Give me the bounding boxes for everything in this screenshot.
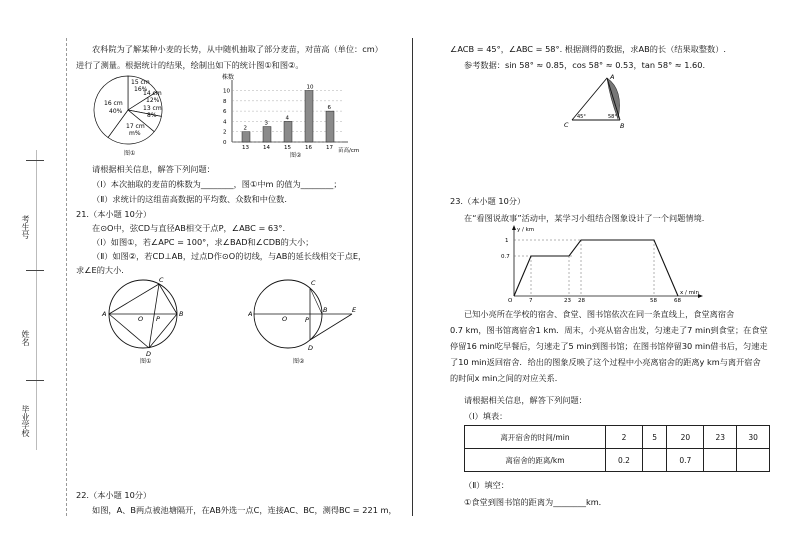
problem-23-title: 23.（本小题 10分） — [450, 196, 526, 206]
svg-text:A: A — [610, 73, 615, 81]
binding-line — [36, 150, 37, 450]
graph-xtick-o: O — [508, 298, 513, 302]
graph-xtick-58: 58 — [650, 298, 657, 302]
graph-ylabel: y / km — [517, 227, 535, 233]
svg-text:D: D — [308, 344, 314, 352]
circle-figure-2 — [248, 272, 360, 358]
story-line-3: 停留16 min吃早餐后，匀速走了5 min到图书馆；在图书馆停留30 min借书后，匀速走 — [450, 341, 768, 351]
table-cell: 0.7 — [667, 449, 704, 472]
problem-23-line-1: 在“看图说故事”活动中，某学习小组结合图象设计了一个问题情境. — [464, 213, 705, 223]
graph-xlabel: x / min — [680, 290, 699, 296]
bar-xtick: 14 — [263, 145, 270, 151]
fill-blank-1: ①食堂到图书馆的距离为________km． — [464, 497, 607, 507]
bar-ytick: 6 — [223, 109, 227, 116]
exam-no-line — [26, 160, 44, 161]
svg-text:E: E — [352, 306, 357, 314]
distance-time-graph — [500, 224, 706, 302]
table-cell: 20 — [667, 426, 704, 449]
problem-21-line-3: （Ⅱ）如图②，若CD⊥AB，过点D作⊙O的切线，与AB的延长线相交于点E， — [92, 251, 367, 261]
data-table — [464, 425, 770, 472]
bar-xtick: 16 — [305, 145, 312, 151]
svg-text:A: A — [102, 310, 107, 318]
bar-ytick: 0 — [223, 140, 227, 146]
table-row — [465, 449, 770, 472]
question-1: （Ⅰ）本次抽取的麦苗的株数为________，图①中m 的值为________； — [92, 179, 342, 189]
bar-data-label: 3 — [264, 120, 268, 127]
problem-21-line-4: 求∠E的大小. — [76, 265, 124, 275]
problem-21-title: 21.（本小题 10分） — [76, 209, 152, 219]
bar-data-label: 4 — [285, 115, 289, 122]
bar-ylabel: 株数 — [222, 74, 235, 81]
bar-chart — [218, 72, 368, 156]
page-divider — [412, 38, 413, 516]
problem-21-line-1: 在⊙O中，弦CD与直径AB相交于点P，∠ABC = 63°. — [92, 223, 286, 233]
pie-label-16: 16 cm — [104, 100, 123, 107]
bar-xtick: 15 — [284, 145, 291, 151]
bar-mark — [242, 132, 250, 142]
school-line — [26, 380, 44, 381]
svg-text:B: B — [323, 306, 328, 314]
bar-xtick: 17 — [326, 145, 333, 151]
problem-22-line-1: 如图，A、B两点被池塘隔开，在AB外选一点C，连接AC、BC，测得BC = 221 m， — [92, 505, 397, 515]
svg-text:P: P — [305, 316, 309, 324]
bar-ytick: 8 — [223, 98, 227, 105]
bar-mark — [284, 121, 292, 142]
pie-caption: 图① — [124, 150, 136, 157]
bar-ytick: 4 — [223, 119, 227, 126]
graph-xtick-68: 68 — [674, 298, 681, 302]
pie-pct-16: 40% — [109, 108, 123, 115]
table-cell: 5 — [643, 426, 667, 449]
story-line-2: 0.7 km，图书馆离宿舍1 km．周末，小亮从宿舍出发，匀速走了7 min到食堂；在食堂 — [450, 325, 768, 335]
bar-caption: 图② — [290, 152, 302, 159]
bar-data-label: 6 — [327, 105, 331, 112]
figure-2-caption: 图② — [293, 358, 305, 365]
svg-text:P: P — [156, 315, 160, 323]
svg-text:D: D — [146, 350, 152, 358]
problem-22-continued: ∠ACB = 45°，∠ABC = 58°. 根据测得的数据，求AB的长（结果取整数）. — [450, 44, 727, 54]
table-cell: 0.2 — [606, 449, 643, 472]
fill-blank-label: （Ⅱ）填空： — [464, 480, 509, 490]
svg-text:C: C — [564, 121, 569, 129]
school-label: 毕业学校 — [21, 405, 30, 437]
pie-label-14: 14 cm — [143, 90, 162, 97]
table-cell: 23 — [704, 426, 737, 449]
name-label: 姓名 — [21, 330, 30, 346]
bar-xtick: 13 — [242, 145, 249, 151]
svg-text:58°: 58° — [608, 114, 617, 120]
question-2: （Ⅱ）求统计的这组苗高数据的平均数、众数和中位数. — [92, 194, 287, 204]
table-cell: 30 — [737, 426, 770, 449]
exam-no-label: 考生号 — [21, 215, 30, 239]
reference-data: 参考数据：sin 58° ≈ 0.85，cos 58° ≈ 0.53，tan 58° ≈ 1.60. — [464, 60, 706, 70]
graph-ytick-07: 0.7 — [501, 254, 510, 260]
bar-data-label: 10 — [306, 84, 314, 91]
table-cell — [643, 449, 667, 472]
pie-pct-14: 12% — [146, 97, 160, 104]
table-cell — [737, 449, 770, 472]
pie-label-15: 15 cm — [131, 79, 150, 86]
graph-xtick-7: 7 — [529, 298, 533, 302]
pie-label-17: 17 cm — [126, 123, 145, 130]
problem-22-title: 22.（本小题 10分） — [76, 490, 152, 500]
story-line-5: 的时间x min之间的对应关系． — [450, 373, 563, 383]
bar-xlabel: 苗高/cm — [338, 148, 360, 154]
table-header-distance: 离宿舍的距离/km — [465, 449, 606, 472]
table-cell — [704, 449, 737, 472]
fill-table-label: （Ⅰ）填表： — [464, 411, 508, 421]
table-row — [465, 426, 770, 449]
svg-text:C: C — [159, 276, 164, 284]
svg-text:A: A — [248, 310, 253, 318]
table-cell: 2 — [606, 426, 643, 449]
figure-1-caption: 图① — [140, 358, 152, 365]
pie-pct-17: m% — [129, 130, 141, 137]
bar-mark — [305, 91, 313, 142]
svg-text:45°: 45° — [577, 114, 586, 120]
left-margin-dash — [66, 38, 67, 516]
bar-data-label: 2 — [243, 125, 247, 132]
name-line — [26, 270, 44, 271]
svg-text:O: O — [138, 315, 144, 323]
pie-label-13: 13 cm — [143, 105, 162, 112]
problem-23-question-intro: 请根据相关信息，解答下列问题： — [464, 395, 587, 405]
intro-line-1: 农科院为了解某种小麦的长势，从中随机抽取了部分麦苗，对苗高（单位：cm） — [92, 44, 383, 54]
svg-text:B: B — [179, 310, 184, 318]
bar-mark — [263, 127, 271, 142]
graph-xtick-28: 28 — [578, 298, 585, 302]
circle-figure-1 — [100, 272, 190, 358]
bar-mark — [326, 111, 334, 142]
bar-ytick: 10 — [223, 88, 230, 95]
pie-pct-15: 16% — [134, 86, 148, 93]
svg-text:O: O — [282, 315, 288, 323]
graph-xtick-23: 23 — [564, 298, 571, 302]
graph-ytick-1: 1 — [505, 238, 509, 244]
triangle-figure — [558, 70, 628, 134]
pie-pct-13: 8% — [147, 112, 157, 119]
bar-ytick: 2 — [223, 129, 227, 136]
svg-text:B: B — [620, 122, 625, 130]
problem-21-line-2: （Ⅰ）如图①，若∠APC = 100°，求∠BAD和∠CDB的大小； — [92, 237, 314, 247]
story-line-4: 了10 min返回宿舍．给出的图象反映了这个过程中小亮离宿舍的距离y km与离开宿舍 — [450, 357, 761, 367]
question-intro: 请根据相关信息，解答下列问题： — [92, 164, 215, 174]
table-header-time: 离开宿舍的时间/min — [465, 426, 606, 449]
story-line-1: 已知小亮所在学校的宿舍、食堂、图书馆依次在同一条直线上，食堂离宿舍 — [464, 309, 735, 319]
intro-line-2: 进行了测量。根据统计的结果，绘制出如下的统计图①和图②。 — [76, 60, 304, 70]
svg-text:C: C — [311, 279, 316, 287]
